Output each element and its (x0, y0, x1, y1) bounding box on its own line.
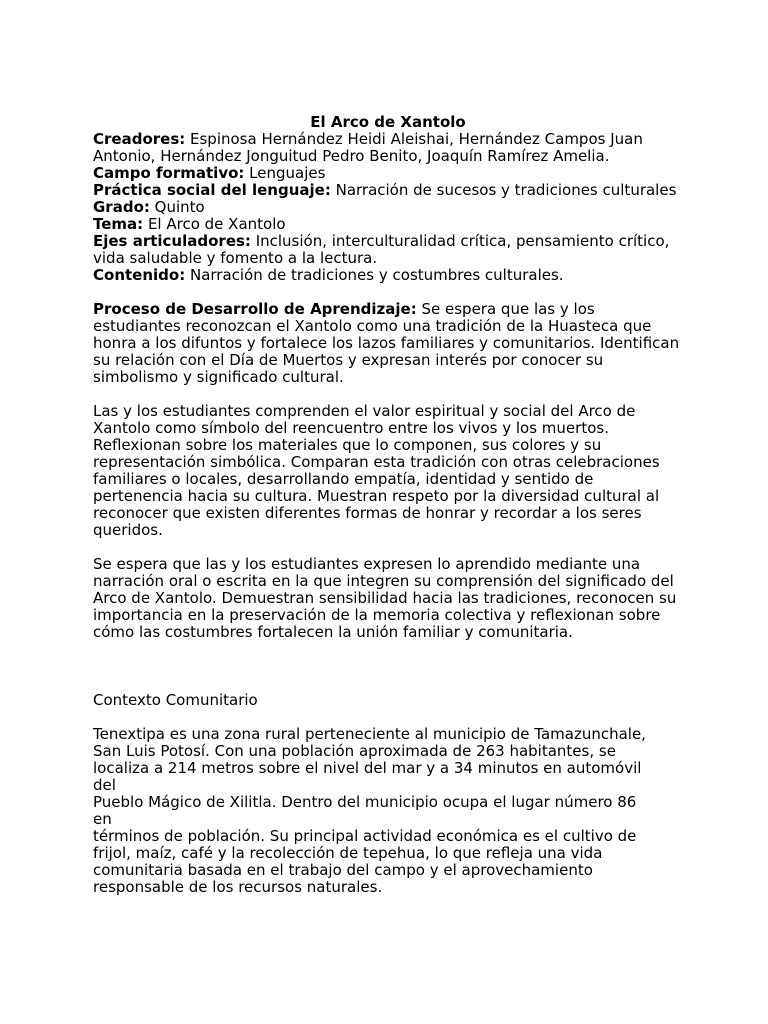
context-line: frijol, maíz, café y la recolección de tepehua, lo que refleja una vida (93, 844, 603, 862)
context-line: en (93, 810, 112, 828)
document-title: El Arco de Xantolo (310, 113, 466, 131)
field-value: El Arco de Xantolo (143, 215, 286, 233)
context-line: comunitaria basada en el trabajo del campo y el aprovechamiento (93, 861, 593, 879)
context-heading: Contexto Comunitario (93, 691, 258, 709)
field-label: Creadores: (93, 130, 186, 148)
context-line: San Luis Potosí. Con una población aproximada de 263 habitantes, se (93, 742, 616, 760)
field-campo-formativo (93, 165, 683, 182)
context-line: localiza a 214 metros sobre el nivel del mar y a 34 minutos en automóvil (93, 759, 642, 777)
context-line: responsable de los recursos naturales. (93, 878, 383, 896)
field-value: Narración de tradiciones y costumbres culturales. (185, 266, 564, 284)
field-grado (93, 199, 683, 216)
context-paragraph (93, 726, 683, 896)
field-label: Ejes articuladores: (93, 232, 251, 250)
field-value: Espinosa Hernández Heidi Aleishai, Hernández Campos Juan Antonio, Hernández Jonguitud Pedro Benito, Joaquín Ramírez Amelia. (93, 130, 643, 165)
context-line: Pueblo Mágico de Xilitla. Dentro del municipio ocupa el lugar número 86 (93, 793, 637, 811)
field-tema (93, 216, 683, 233)
field-label: Campo formativo: (93, 164, 245, 182)
field-value: Quinto (149, 198, 205, 216)
field-label: Práctica social del lenguaje: (93, 181, 331, 199)
process-paragraph (93, 301, 683, 386)
spacer (93, 539, 683, 556)
spacer (93, 386, 683, 403)
context-line: términos de población. Su principal actividad económica es el cultivo de (93, 827, 637, 845)
field-practica-social (93, 182, 683, 199)
field-value: Inclusión, interculturalidad crítica, pensamiento crítico, vida saludable y fomento a la lectura. (93, 232, 670, 267)
spacer (93, 709, 683, 726)
field-value: Lenguajes (244, 164, 326, 182)
field-label: Grado: (93, 198, 150, 216)
field-label: Contenido: (93, 266, 186, 284)
process-label: Proceso de Desarrollo de Aprendizaje: (93, 300, 417, 318)
field-creators (93, 131, 683, 165)
field-contenido (93, 267, 683, 284)
field-ejes-articuladores (93, 233, 683, 267)
body-paragraph-2: Las y los estudiantes comprenden el valor espiritual y social del Arco de Xantolo como símbolo del reencuentro entre los vivos y los muertos. Reflexionan sobre los materiales que lo componen, sus colores y su representación simbólica. Comparan esta tradición con otras celebraciones familiares o locales, desarrollando empatía, identidad y sentido de pertenencia hacia su cultura. Muestran respeto por la diversidad cultural al reconocer que existen diferentes formas de honrar y recordar a los seres queridos. (93, 402, 660, 539)
body-paragraph-3: Se espera que las y los estudiantes expresen lo aprendido mediante una narración oral o escrita en la que integren su comprensión del significado del Arco de Xantolo. Demuestran sensibilidad hacia las tradiciones, reconocen su importancia en la preservación de la memoria colectiva y reflexionan sobre cómo las costumbres fortalecen la unión familiar y comunitaria. (93, 555, 677, 641)
spacer (93, 641, 683, 692)
context-line: del (93, 776, 116, 794)
field-label: Tema: (93, 215, 144, 233)
spacer (93, 284, 683, 301)
context-line: Tenextipa es una zona rural perteneciente al municipio de Tamazunchale, (93, 725, 646, 743)
process-text: Se espera que las y los estudiantes reconozcan el Xantolo como una tradición de la Huasteca que honra a los difuntos y fortalece los lazos familiares y comunitarios. Identifican su relación con el Día de Muertos y expresan interés por conocer su simbolismo y significado cultural. (93, 300, 680, 386)
document-page (93, 114, 683, 896)
field-value: Narración de sucesos y tradiciones culturales (330, 181, 677, 199)
